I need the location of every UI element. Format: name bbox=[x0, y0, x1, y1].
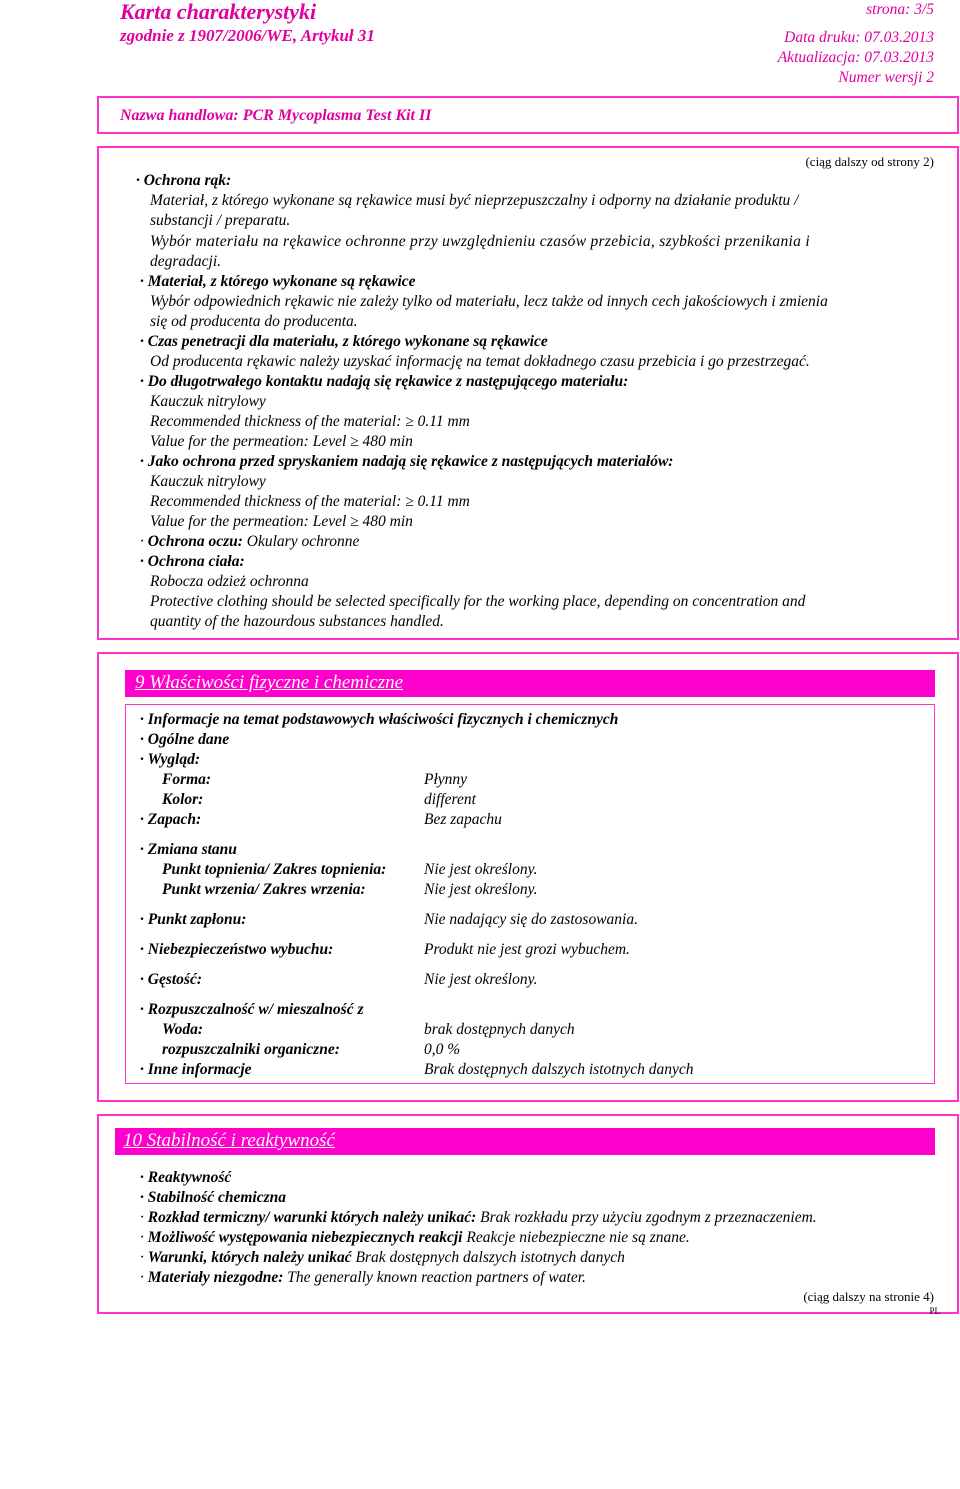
penetration-text: Od producenta rękawic należy uzyskać informację na temat dokładnego czasu przebicia i go przestrzegać. bbox=[150, 353, 810, 370]
document-subtitle: zgodnie z 1907/2006/WE, Artykuł 31 bbox=[120, 26, 375, 45]
section10-title: 10 Stabilność i reaktywność bbox=[115, 1128, 935, 1155]
boiling-point-value: Nie jest określony. bbox=[424, 881, 538, 898]
thermal-decomposition-label: Rozkład termiczny/ warunki których należy unikać: bbox=[147, 1209, 477, 1226]
thermal-decomposition bbox=[140, 1208, 817, 1228]
spray-thickness: Recommended thickness of the material: ≥ 0.11 mm bbox=[150, 493, 470, 510]
continued-on: (ciąg dalszy na stronie 4) bbox=[803, 1289, 934, 1304]
chemical-stability-heading: · Stabilność chemiczna bbox=[140, 1188, 286, 1208]
hazardous-reactions-value: Reakcje niebezpieczne nie są znane. bbox=[466, 1229, 690, 1246]
eye-protection-heading: Ochrona oczu: bbox=[147, 533, 243, 550]
other-info-value: Brak dostępnych dalszych istotnych danych bbox=[424, 1061, 694, 1078]
general-data-heading: · Ogólne dane bbox=[140, 730, 229, 750]
water-value: brak dostępnych danych bbox=[424, 1021, 575, 1038]
form-value: Płynny bbox=[424, 771, 468, 788]
explosion-hazard-value: Produkt nie jest grozi wybuchem. bbox=[424, 941, 630, 958]
density-label: · Gęstość: bbox=[140, 970, 202, 990]
body-protection-text: Robocza odzież ochronna bbox=[150, 573, 309, 590]
continued-from: (ciąg dalszy od strony 2) bbox=[805, 154, 934, 169]
body-protection-text: quantity of the hazourdous substances handled. bbox=[150, 613, 444, 630]
long-contact-material: Kauczuk nitrylowy bbox=[150, 393, 266, 410]
page-number: strona: 3/5 bbox=[866, 1, 934, 18]
other-info-label: · Inne informacje bbox=[140, 1060, 252, 1080]
flash-point-value: Nie nadający się do zastosowania. bbox=[424, 911, 638, 928]
odor-label: · Zapach: bbox=[140, 810, 201, 830]
density-value: Nie jest określony. bbox=[424, 971, 538, 988]
solubility-heading: · Rozpuszczalność w/ mieszalność z bbox=[140, 1000, 364, 1020]
eye-protection-value: Okulary ochronne bbox=[246, 533, 360, 550]
incompatible-materials-value: The generally known reaction partners of water. bbox=[287, 1269, 586, 1286]
incompatible-materials-label: Materiały niezgodne: bbox=[147, 1269, 284, 1286]
conditions-to-avoid-value: Brak dostępnych dalszych istotnych danych bbox=[355, 1249, 625, 1266]
boiling-point-label: Punkt wrzenia/ Zakres wrzenia: bbox=[162, 881, 366, 898]
version-number: Numer wersji 2 bbox=[838, 69, 934, 86]
reactivity-heading: · Reaktywność bbox=[140, 1168, 231, 1188]
eye-protection bbox=[140, 532, 359, 552]
melting-point-label: Punkt topnienia/ Zakres topnienia: bbox=[162, 861, 387, 878]
glove-material-heading: · Materiał, z którego wykonane są rękawice bbox=[140, 272, 416, 292]
trade-name: Nazwa handlowa: PCR Mycoplasma Test Kit II bbox=[120, 107, 432, 124]
color-label: Kolor: bbox=[162, 791, 204, 808]
state-change-heading: · Zmiana stanu bbox=[140, 840, 237, 860]
section9-title: 9 Właściwości fizyczne i chemiczne bbox=[125, 670, 935, 697]
document-title: Karta charakterystyki bbox=[120, 0, 317, 24]
hand-protection-text: Wybór materiału na rękawice ochronne przy uwzględnieniu czasów przebicia, szybkości przenikania i bbox=[150, 233, 810, 250]
update-date: Aktualizacja: 07.03.2013 bbox=[777, 49, 934, 66]
color-value: different bbox=[424, 791, 476, 808]
organic-solvents-label: rozpuszczalniki organiczne: bbox=[162, 1041, 340, 1058]
flash-point-label: · Punkt zapłonu: bbox=[140, 910, 246, 930]
incompatible-materials bbox=[140, 1268, 586, 1288]
melting-point-value: Nie jest określony. bbox=[424, 861, 538, 878]
glove-material-text: Wybór odpowiednich rękawic nie zależy tylko od materiału, lecz także od innych cech jakościowych i zmienia bbox=[150, 293, 828, 310]
hand-protection-heading: · Ochrona rąk: bbox=[136, 171, 231, 191]
conditions-to-avoid bbox=[140, 1248, 625, 1268]
spray-material: Kauczuk nitrylowy bbox=[150, 473, 266, 490]
water-label: Woda: bbox=[162, 1021, 204, 1038]
penetration-heading: · Czas penetracji dla materiału, z którego wykonane są rękawice bbox=[140, 332, 548, 352]
hand-protection-text: Materiał, z którego wykonane są rękawice musi być nieprzepuszczalny i odporny na działanie produktu / bbox=[150, 192, 799, 209]
long-contact-heading: · Do długotrwałego kontaktu nadają się rękawice z następującego materiału: bbox=[140, 372, 628, 392]
long-contact-thickness: Recommended thickness of the material: ≥ 0.11 mm bbox=[150, 413, 470, 430]
conditions-to-avoid-label: Warunki, których należy unikać bbox=[147, 1249, 352, 1266]
hazardous-reactions-label: Możliwość występowania niebezpiecznych reakcji bbox=[147, 1229, 463, 1246]
appearance-heading: · Wygląd: bbox=[140, 750, 200, 770]
explosion-hazard-label: · Niebezpieczeństwo wybuchu: bbox=[140, 940, 333, 960]
hazardous-reactions bbox=[140, 1228, 690, 1248]
odor-value: Bez zapachu bbox=[424, 811, 502, 828]
glove-material-text: się od producenta do producenta. bbox=[150, 313, 358, 330]
hand-protection-text: substancji / preparatu. bbox=[150, 212, 291, 229]
long-contact-permeation: Value for the permeation: Level ≥ 480 min bbox=[150, 433, 413, 450]
form-label: Forma: bbox=[162, 771, 212, 788]
body-protection-text: Protective clothing should be selected specifically for the working place, depending on concentration and bbox=[150, 593, 806, 610]
organic-solvents-value: 0,0 % bbox=[424, 1041, 461, 1058]
basic-properties-heading: · Informacje na temat podstawowych właściwości fizycznych i chemicznych bbox=[140, 710, 618, 730]
spray-protection-heading: · Jako ochrona przed spryskaniem nadają się rękawice z następujących materiałów: bbox=[140, 452, 673, 472]
hand-protection-text: degradacji. bbox=[150, 253, 222, 270]
language-code: PL bbox=[929, 1306, 940, 1316]
thermal-decomposition-value: Brak rozkładu przy użyciu zgodnym z przeznaczeniem. bbox=[480, 1209, 817, 1226]
print-date: Data druku: 07.03.2013 bbox=[784, 29, 934, 46]
spray-permeation: Value for the permeation: Level ≥ 480 min bbox=[150, 513, 413, 530]
body-protection-heading: · Ochrona ciała: bbox=[140, 552, 245, 572]
